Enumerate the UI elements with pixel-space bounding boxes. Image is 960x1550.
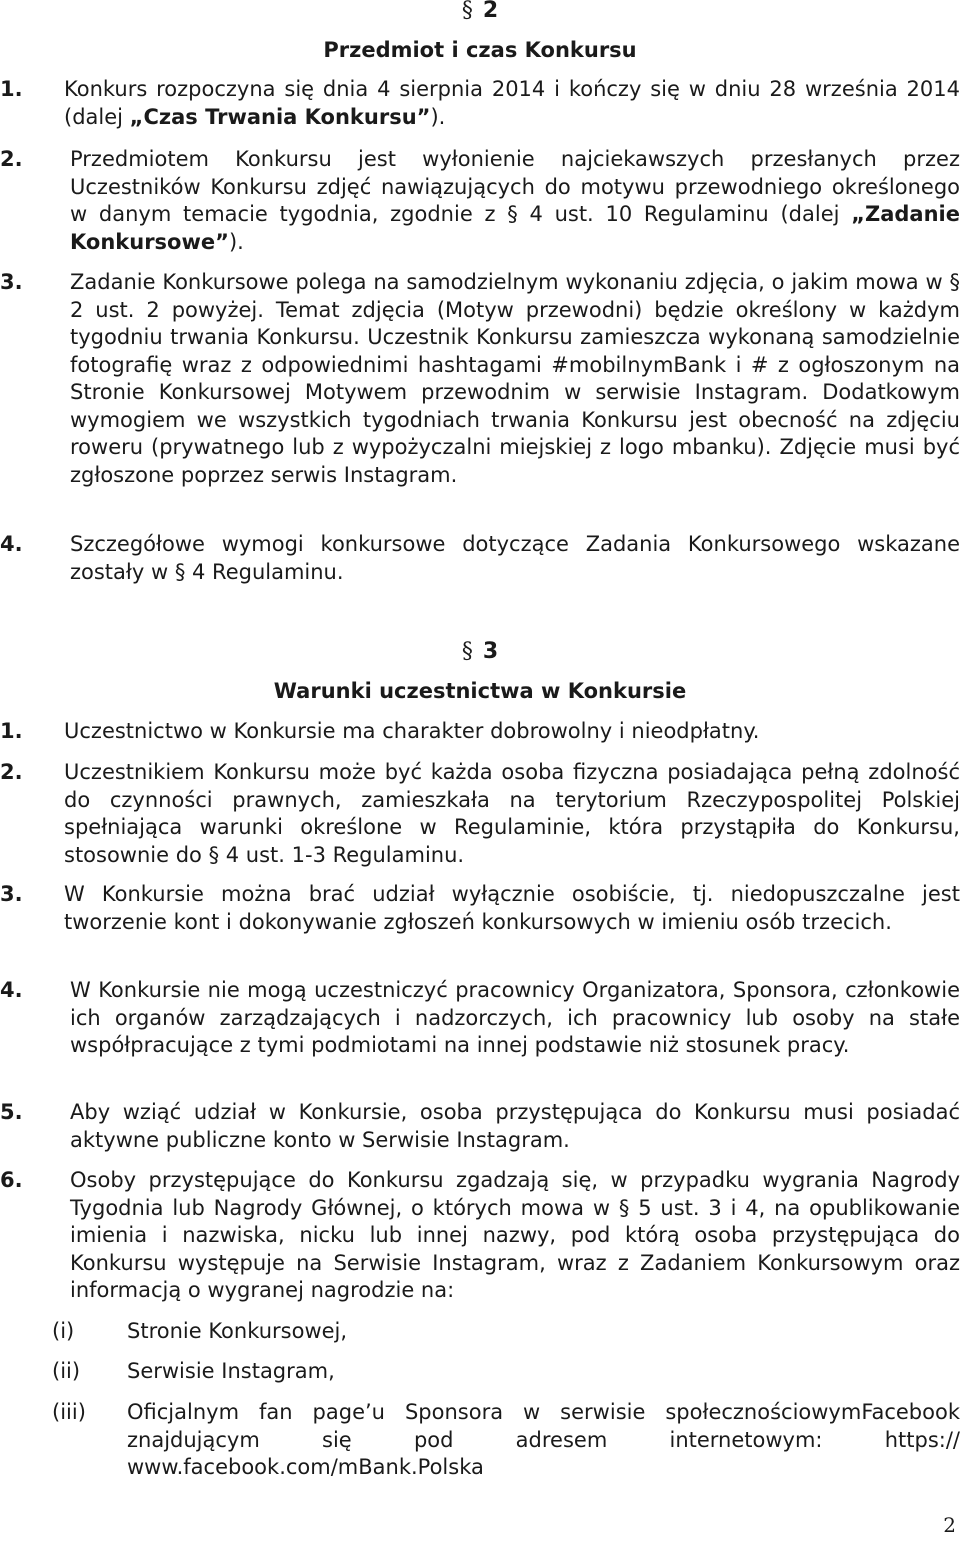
section-mark: §: [461, 0, 473, 23]
item-text: Zadanie Konkursowe polega na samodzielnym wykonaniu zdjęcia, o jakim mowa w § 2 ust. 2 powyżej. Temat zdjęcia (Motyw przewodni) będzie określony w każdym tygodniu trwania Konkursu. Uczestnik Konkursu zamieszcza wykonaną samodzielnie fotografię wraz z odpowiednimi hashtagami #mobilnymBank i # z ogłoszonym na Stronie Konkursowej Motywem przewodnim w serwisie Instagram. Dodatkowym wymogiem we wszystkich tygodniach trwania Konkursu jest obecność na zdjęciu roweru (prywatnego lub z wypożyczalni miejskiej z logo mbanku). Zdjęcie musi być zgłoszone poprzez serwis Instagram.: [70, 270, 960, 487]
item-number: 5.: [0, 1100, 23, 1124]
page-number: 2: [943, 1513, 956, 1537]
section-2-number: [0, 0, 960, 25]
item-number: 4.: [0, 978, 23, 1002]
item-number: 3.: [0, 270, 23, 294]
defined-term: „Zadanie Konkursowe”: [70, 202, 960, 254]
item-number: 3.: [0, 882, 23, 906]
section-mark: §: [461, 639, 473, 664]
item-number: 4.: [0, 532, 23, 556]
item-number: 1.: [0, 77, 23, 101]
sub-item-number: (ii): [52, 1359, 81, 1383]
item-number: 1.: [0, 719, 23, 743]
sub-item-number: (i): [52, 1319, 75, 1343]
item-text: Szczegółowe wymogi konkursowe dotyczące Zadania Konkursowego wskazane zostały w § 4 Regulaminu.: [70, 532, 960, 584]
item-text: Osoby przystępujące do Konkursu zgadzają się, w przypadku wygrania Nagrody Tygodnia lub Nagrody Głównej, o których mowa w § 5 ust. 3 i 4, na opublikowanie imienia i nazwiska, nicku lub innej nazwy, pod którą osoba przystępująca do Konkursu występuje na Serwisie Instagram, wraz z Zadaniem Konkursowym oraz informacją o wygranej nagrodzie na:: [70, 1168, 960, 1302]
sub-item-number: (iii): [52, 1400, 86, 1424]
defined-term: „Czas Trwania Konkursu”: [129, 104, 431, 129]
item-number: 2.: [0, 760, 23, 784]
section-2-title: Przedmiot i czas Konkursu: [323, 38, 637, 62]
sub-item-text: Stronie Konkursowej,: [127, 1319, 348, 1343]
item-number: 6.: [0, 1168, 23, 1192]
item-number: 2.: [0, 147, 23, 171]
section-3-number: [0, 638, 960, 666]
item-text: Uczestnikiem Konkursu może być każda osoba fizyczna posiadająca pełną zdolność do czynności prawnych, zamieszkała na terytorium Rzeczypospolitej Polskiej spełniająca warunki określone w Regulaminie, która przystąpiła do Konkursu, stosownie do § 4 ust. 1-3 Regulaminu.: [64, 760, 960, 867]
section-number: 2: [482, 0, 499, 23]
item-text: Aby wziąć udział w Konkursie, osoba przystępująca do Konkursu musi posiadać aktywne publiczne konto w Serwisie Instagram.: [70, 1100, 960, 1152]
item-text: Przedmiotem Konkursu jest wyłonienie najciekawszych przesłanych przez Uczestników Konkursu zdjęć nawiązujących do motywu przewodniego określonego w danym temacie tygodnia, zgodnie z § 4 ust. 10 Regulaminu (dalej „Zadanie Konkursowe”).: [70, 147, 960, 254]
item-text: W Konkursie można brać udział wyłącznie osobiście, tj. niedopuszczalne jest tworzenie kont i dokonywanie zgłoszeń konkursowych w imieniu osób trzecich.: [64, 882, 960, 934]
item-text: W Konkursie nie mogą uczestniczyć pracownicy Organizatora, Sponsora, członkowie ich organów zarządzających i nadzorczych, ich pracownicy lub osoby na stałe współpracujące z tymi podmiotami na innej podstawie niż stosunek pracy.: [70, 978, 960, 1057]
sub-item-text: Serwisie Instagram,: [127, 1359, 335, 1383]
section-number: 3: [482, 639, 499, 664]
item-text: Uczestnictwo w Konkursie ma charakter dobrowolny i nieodpłatny.: [64, 719, 760, 743]
section-3-title: Warunki uczestnictwa w Konkursie: [273, 679, 687, 703]
item-text: Konkurs rozpoczyna się dnia 4 sierpnia 2014 i kończy się w dniu 28 września 2014 (dalej „Czas Trwania Konkursu”).: [64, 77, 960, 129]
sub-item-text: Oficjalnym fan page’u Sponsora w serwisie społecznościowymFacebook znajdującym się pod adresem internetowym: https:// www.facebook.com/mBank.Polska: [127, 1400, 960, 1479]
